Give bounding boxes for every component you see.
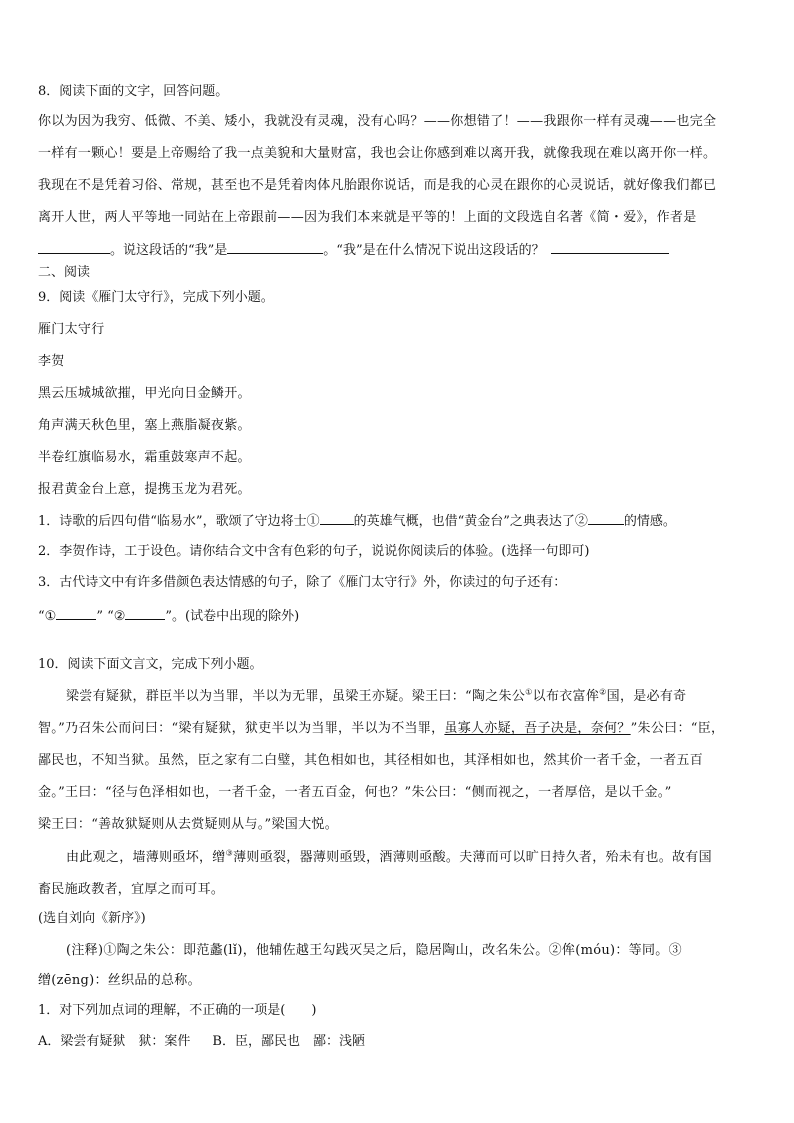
annotation-line-2: 缯(zēng)：丝织品的总称。	[38, 973, 201, 988]
q8-passage-line-2: 一样有一颗心！要是上帝赐给了我一点美貌和大量财富，我也会让你感到难以离开我，就像我现在难以离开你一样。	[38, 146, 717, 161]
passage-line-7: 畜民施政教者，宜厚之而可耳。	[38, 882, 225, 897]
passage-line-4: 金。”王曰：“径与色泽相如也，一者千金，一者五百金，何也？”朱公曰：“侧而视之，一者厚倍，是以千金。”	[38, 785, 672, 800]
passage-source: (选自刘向《新序》)	[38, 911, 146, 926]
passage-line-2: 智。”乃召朱公而问曰：“梁有疑狱，狱吏半以为当罪，半以为不当罪，虽寡人亦疑，吾子决是，奈何？”朱公曰：“臣，	[38, 721, 725, 736]
q8-passage-line-1: 你以为因为我穷、低微、不美、矮小，我就没有灵魂，没有心吗？——你想错了！——我跟你一样有灵魂——也完全	[38, 114, 717, 129]
answer-blank-speaker[interactable]	[227, 241, 323, 254]
footnote-marker-1: ①	[525, 687, 533, 697]
q9-subquestion-2: 2．李贺作诗，工于设色。请你结合文中含有色彩的句子，说说你阅读后的体验。(选择一句即可)	[38, 544, 590, 559]
answer-blank-3[interactable]	[56, 607, 96, 620]
answer-blank-situation[interactable]	[551, 241, 669, 254]
answer-blank-1[interactable]	[320, 512, 354, 525]
passage-line-3: 鄙民也，不知当狱。虽然，臣之家有二白璧，其色相如也，其径相如也，其泽相如也，然其价一者千金，一者五百	[38, 753, 704, 768]
q9-subquestion-1: 1．诗歌的后四句借“临易水”，歌颂了守边将士① 的英雄气概，也借“黄金台”之典表达了② 的情感。	[38, 514, 676, 529]
poem-line-4: 报君黄金台上意，提携玉龙为君死。	[38, 482, 251, 497]
passage-line-5: 梁王曰：“善故狱疑则从去赏疑则从与。”梁国大悦。	[38, 817, 338, 832]
q9-subquestion-3-blanks: “① ” “② ”。(试卷中出现的除外)	[38, 609, 300, 624]
poem-line-1: 黑云压城城欲摧，甲光向日金鳞开。	[38, 386, 251, 401]
footnote-marker-2: ②	[599, 687, 607, 697]
footnote-marker-3: ③	[225, 848, 234, 858]
passage-line-6: 由此观之，墙薄则亟坏，缯③薄则亟裂，器薄则亟毁，酒薄则亟酸。夫薄而可以旷日持久者，殆未有也。故有国	[66, 848, 712, 865]
answer-blank-author[interactable]	[38, 241, 110, 254]
poem-line-2: 角声满天秋色里，塞上燕脂凝夜紫。	[38, 418, 251, 433]
underlined-sentence: 虽寡人亦疑，吾子决是，奈何？	[444, 721, 631, 736]
q8-question-line: 。说这段话的“我”是 。“我”是在什么情况下说出这段话的？	[38, 241, 669, 259]
poem-title: 雁门太守行	[38, 322, 105, 337]
q10-heading: 10．阅读下面文言文，完成下列小题。	[38, 657, 263, 672]
option-b[interactable]: B．臣，鄙民也 鄙：浅陋	[212, 1034, 365, 1049]
annotation-line-1: (注释)①陶之朱公：即范蠡(lǐ)，他辅佐越王勾践灭吴之后，隐居陶山，改名朱公。②侔(móu)：等同。③	[66, 943, 682, 958]
q8-heading: 8．阅读下面的文字，回答问题。	[38, 84, 229, 99]
passage-line-1: 梁尝有疑狱，群臣半以为当罪，半以为无罪，虽梁王亦疑。梁王曰：“陶之朱公①以布衣富侔②国，是必有奇	[66, 687, 687, 704]
poem-line-3: 半卷红旗临易水，霜重鼓寒声不起。	[38, 450, 251, 465]
answer-blank-2[interactable]	[588, 512, 624, 525]
q8-passage-line-3: 我现在不是凭着习俗、常规，甚至也不是凭着肉体凡胎跟你说话，而是我的心灵在跟你的心灵说话，就好像我们都已	[38, 178, 717, 193]
q9-subquestion-3: 3．古代诗文中有许多借颜色表达情感的句子，除了《雁门太守行》外，你读过的句子还有：	[38, 575, 567, 590]
answer-blank-4[interactable]	[125, 607, 165, 620]
q10-subquestion-1: 1．对下列加点词的理解，不正确的一项是( )	[38, 1003, 317, 1018]
option-a[interactable]: A．梁尝有疑狱 狱：案件	[38, 1034, 191, 1049]
q9-heading: 9．阅读《雁门太守行》，完成下列小题。	[38, 290, 274, 305]
q8-passage-line-4: 离开人世，两人平等地一同站在上帝跟前——因为我们本来就是平等的！上面的文段选自名著《简・爱》，作者是	[38, 210, 697, 225]
poem-author: 李贺	[38, 354, 65, 369]
q10-options-row	[38, 1034, 365, 1050]
section-heading-reading: 二、阅读	[38, 265, 91, 280]
